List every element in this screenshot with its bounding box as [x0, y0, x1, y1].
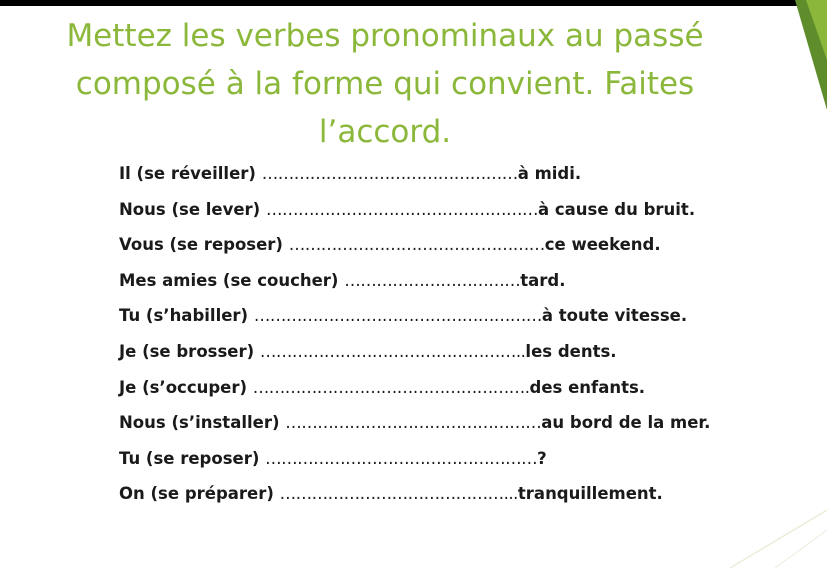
exercise-list — [119, 156, 710, 512]
item-ending: ? — [537, 448, 547, 468]
answer-blank: …………………………………………… — [265, 199, 538, 219]
right-corner-accent-light — [806, 0, 827, 60]
item-ending: tard. — [520, 270, 566, 290]
bottom-decor-line-1 — [730, 510, 827, 568]
answer-blank: …………………………………………… — [265, 448, 538, 468]
answer-blank: ………………………………………….. — [259, 341, 526, 361]
exercise-item — [119, 227, 710, 263]
answer-blank: ……………………………………………… — [253, 306, 542, 326]
title-line-1: Mettez les verbes pronominaux au passé — [66, 18, 704, 54]
item-ending: ce weekend. — [544, 235, 661, 255]
exercise-item — [119, 263, 710, 299]
item-subject-verb: Tu (se reposer) — [119, 448, 266, 468]
exercise-item — [119, 370, 710, 406]
item-ending: à cause du bruit. — [537, 199, 696, 219]
item-subject-verb: Je (s’occuper) — [119, 377, 253, 397]
exercise-item — [119, 476, 710, 512]
answer-blank: ………………………………………… — [288, 235, 545, 255]
answer-blank: ……………………………………………. — [252, 377, 530, 397]
right-corner-accent-dark — [795, 0, 827, 110]
exercise-item — [119, 441, 710, 477]
exercise-item — [119, 405, 710, 441]
answer-blank: ………………………………………… — [261, 164, 518, 183]
item-subject-verb: Nous (se lever) — [119, 199, 266, 219]
item-subject-verb: Vous (se reposer) — [119, 235, 289, 255]
exercise-item — [119, 192, 710, 228]
item-subject-verb: Mes amies (se coucher) — [119, 270, 345, 290]
item-subject-verb: Nous (s’installer) — [119, 413, 286, 433]
item-ending: à toute vitesse. — [541, 306, 688, 326]
title-line-2: composé à la forme qui convient. Faites — [75, 66, 695, 102]
item-subject-verb: Tu (s’habiller) — [119, 306, 254, 326]
answer-blank: ………………………………………… — [285, 413, 542, 433]
exercise-title — [20, 12, 750, 156]
item-subject-verb: Je (se brosser) — [119, 341, 260, 361]
bottom-decor-line-2 — [775, 530, 827, 568]
item-ending: tranquillement. — [517, 484, 663, 504]
title-line-3: l’accord. — [318, 114, 452, 150]
answer-blank: ……………………………………... — [279, 484, 518, 504]
item-ending: au bord de la mer. — [541, 413, 711, 433]
item-ending: des enfants. — [529, 377, 646, 397]
exercise-item — [119, 298, 710, 334]
item-subject-verb: Il (se réveiller) — [119, 164, 262, 183]
exercise-item — [119, 334, 710, 370]
top-border-bar — [0, 0, 827, 6]
answer-blank: …………………………… — [344, 270, 521, 290]
exercise-item — [119, 156, 710, 192]
item-subject-verb: On (se préparer) — [119, 484, 280, 504]
item-ending: les dents. — [525, 341, 617, 361]
item-ending: à midi. — [517, 164, 582, 183]
